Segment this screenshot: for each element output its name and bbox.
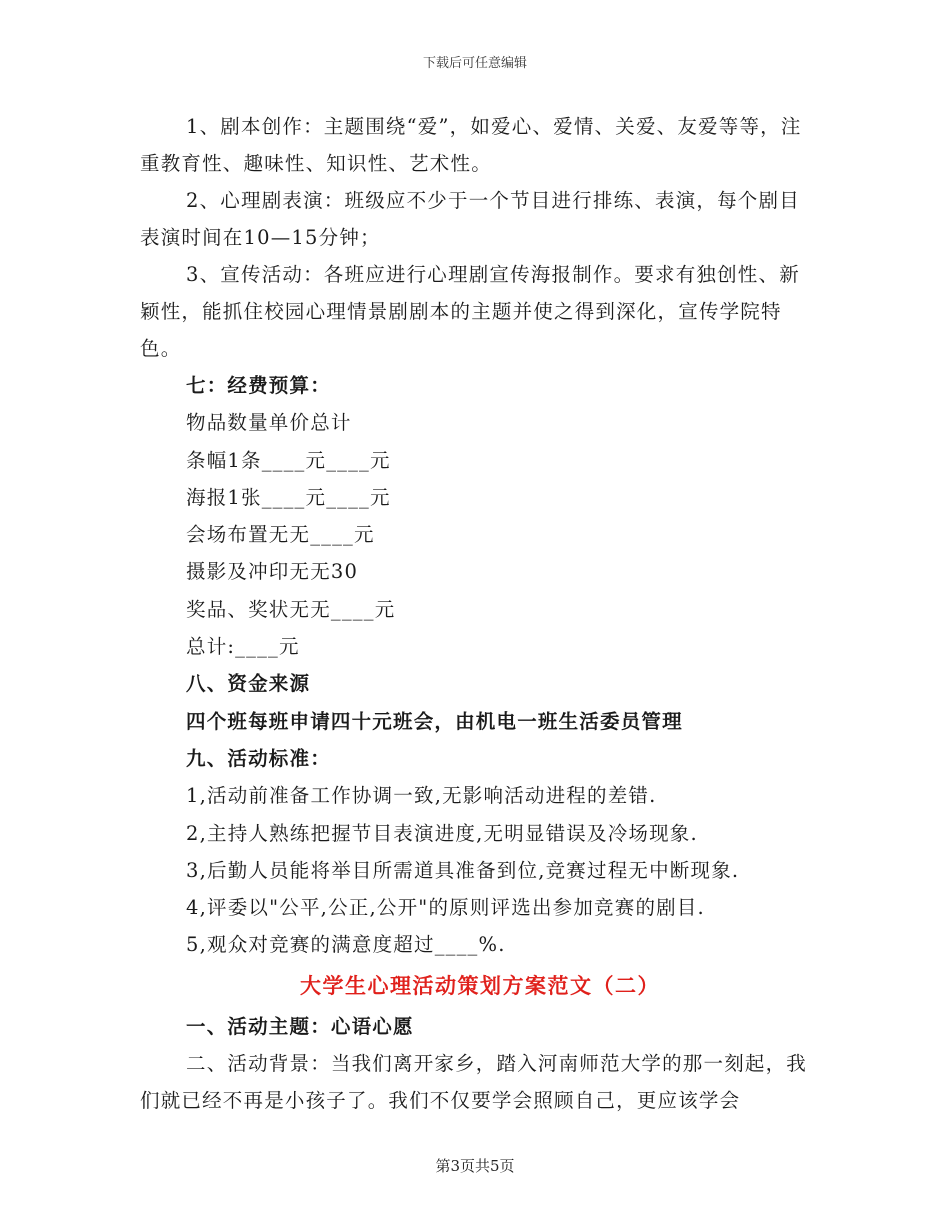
- budget-line: 会场布置无无____元: [186, 523, 375, 547]
- page-number: 第3页共5页: [435, 1157, 515, 1175]
- standard-heading: 九、活动标准：: [186, 746, 331, 770]
- budget-line: 海报1张____元____元: [186, 485, 391, 509]
- standard-line: 4,评委以"公平,公正,公开"的原则评选出参加竞赛的剧目.: [186, 896, 705, 920]
- standard-line: 2,主持人熟练把握节目表演进度,无明显错误及冷场现象.: [186, 821, 698, 845]
- standard-line: 5,观众对竞赛的满意度超过____%.: [186, 933, 506, 957]
- theme-line: 一、活动主题：心语心愿: [186, 1014, 414, 1038]
- funding-text: 四个班每班申请四十元班会，由机电一班生活委员管理: [186, 709, 683, 733]
- paragraph-script-creation: 1、剧本创作：主题围绕“爱”，如爱心、爱情、关爱、友爱等等，注重教育性、趣味性、知识性、艺术性。: [140, 115, 802, 175]
- budget-line: 摄影及冲印无无30: [186, 560, 359, 584]
- budget-line: 奖品、奖状无无____元: [186, 597, 396, 621]
- document-body: [140, 108, 820, 1119]
- background-paragraph: 二、活动背景：当我们离开家乡，踏入河南师范大学的那一刻起，我们就已经不再是小孩子了。我们不仅要学会照顾自己，更应该学会: [140, 1052, 808, 1113]
- section-title: 大学生心理活动策划方案范文（二）: [300, 972, 660, 998]
- paragraph-promotion: 3、宣传活动：各班应进行心理剧宣传海报制作。要求有独创性、新颖性，能抓住校园心理情景剧剧本的主题并使之得到深化，宣传学院特色。: [140, 263, 800, 360]
- standard-line: 1,活动前准备工作协调一致,无影响活动进程的差错.: [186, 784, 657, 808]
- budget-line: 条幅1条____元____元: [186, 448, 391, 472]
- page-header: 下载后可任意编辑: [422, 56, 527, 71]
- budget-line: 物品数量单价总计: [186, 411, 352, 435]
- paragraph-drama-performance: 2、心理剧表演：班级应不少于一个节目进行排练、表演，每个剧目表演时间在10—15分钟；: [140, 189, 800, 249]
- standard-line: 3,后勤人员能将举目所需道具准备到位,竞赛过程无中断现象.: [186, 858, 740, 882]
- budget-heading: 七：经费预算：: [186, 374, 331, 397]
- funding-heading: 八、资金来源: [186, 672, 311, 696]
- budget-total: 总计:____元: [186, 635, 300, 659]
